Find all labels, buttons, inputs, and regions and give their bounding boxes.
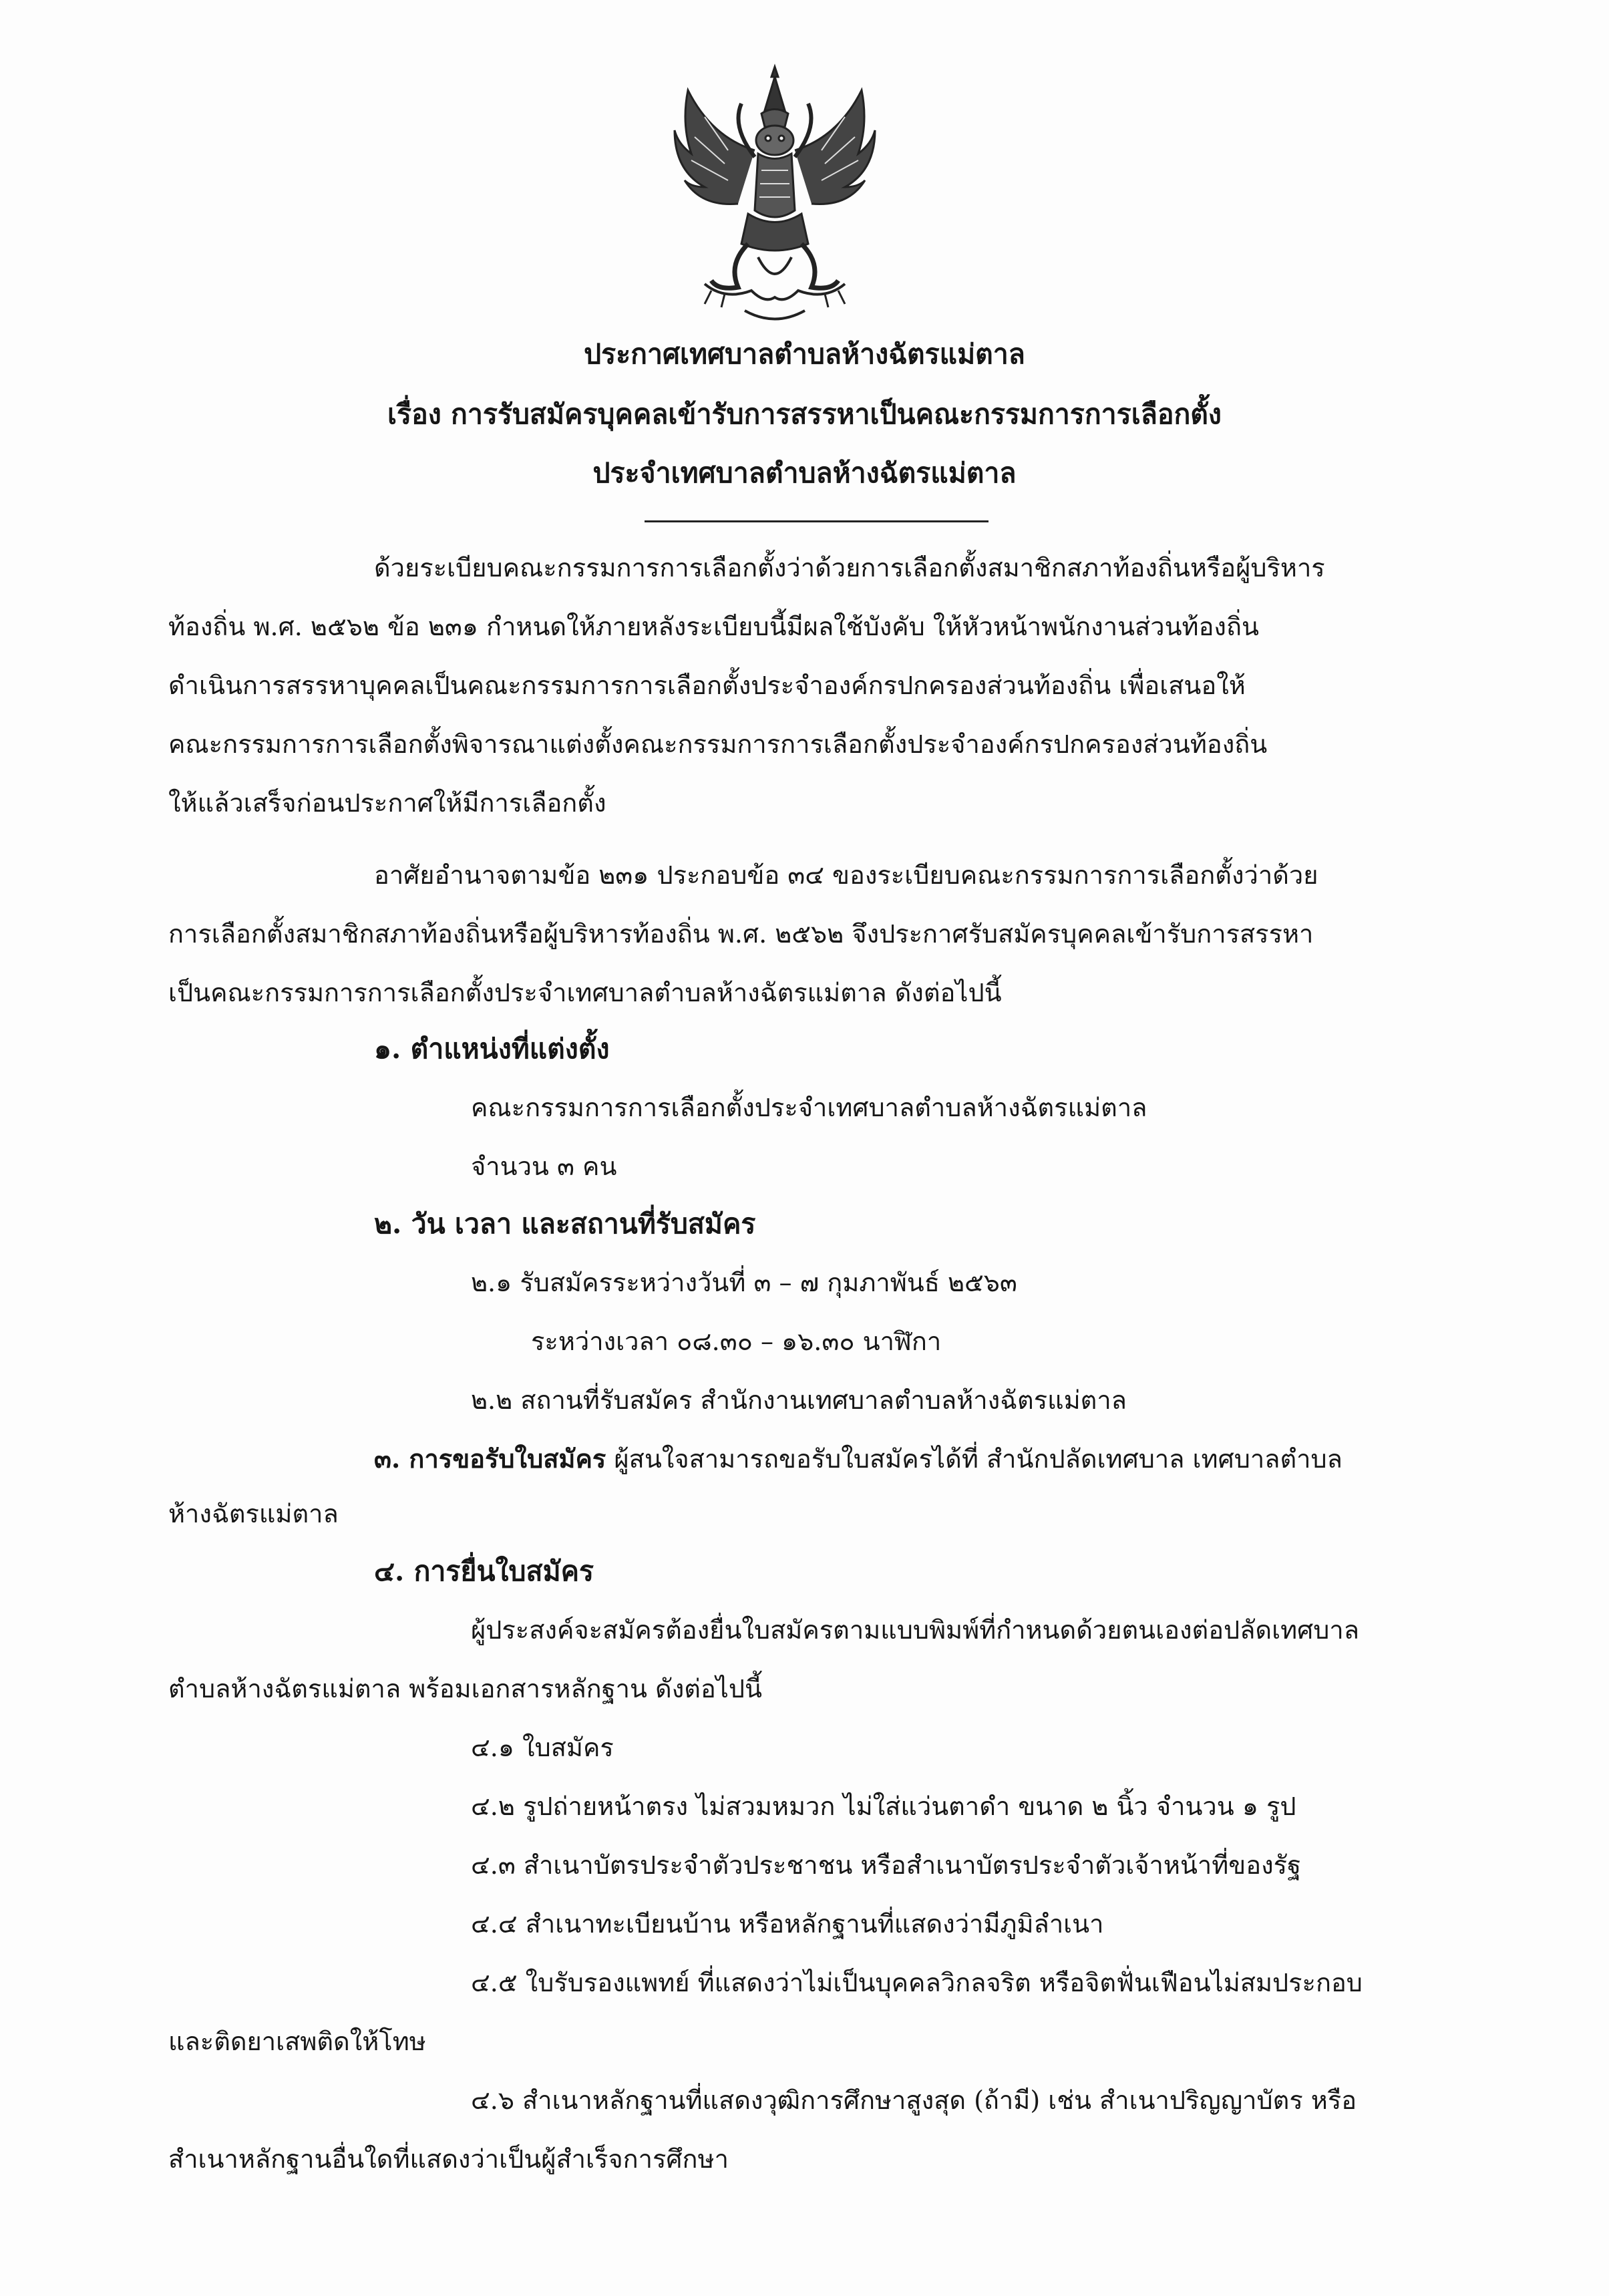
section-4-6-cont: สำเนาหลักฐานอื่นใดที่แสดงว่าเป็นผู้สำเร็จการศึกษา <box>168 2144 729 2174</box>
preamble-p1-line1: ด้วยระเบียบคณะกรรมการการเลือกตั้งว่าด้วยการเลือกตั้งสมาชิกสภาท้องถิ่นหรือผู้บริหาร <box>374 553 1325 583</box>
section-2-heading: ๒. วัน เวลา และสถานที่รับสมัคร <box>374 1208 756 1240</box>
section-4-6: ๔.๖ สำเนาหลักฐานที่แสดงวุฒิการศึกษาสูงสุด (ถ้ามี) เช่น สำเนาปริญญาบัตร หรือ <box>471 2086 1357 2115</box>
preamble-p1-line4: คณะกรรมการการเลือกตั้งพิจารณาแต่งตั้งคณะกรรมการการเลือกตั้งประจำองค์กรปกครองส่วนท้องถิ่น <box>168 729 1268 759</box>
section-2-2-place: ๒.๒ สถานที่รับสมัคร สำนักงานเทศบาลตำบลห้างฉัตรแม่ตาล <box>471 1385 1127 1415</box>
announcement-subject: เรื่อง การรับสมัครบุคคลเข้ารับการสรรหาเป็นคณะกรรมการการเลือกตั้ง <box>387 398 1222 430</box>
section-1-heading: ๑. ตำแหน่งที่แต่งตั้ง <box>374 1033 610 1065</box>
preamble-p1-line5: ให้แล้วเสร็จก่อนประกาศให้มีการเลือกตั้ง <box>168 788 606 818</box>
section-4-heading: ๔. การยื่นใบสมัคร <box>374 1555 594 1587</box>
title-divider <box>645 520 989 522</box>
section-4-5-cont: และติดยาเสพติดให้โทษ <box>168 2027 426 2056</box>
preamble-p1-line2: ท้องถิ่น พ.ศ. ๒๕๖๒ ข้อ ๒๓๑ กำหนดให้ภายหลังระเบียบนี้มีผลใช้บังคับ ให้หัวหน้าพนักงานส่วนท้องถิ่น <box>168 612 1259 641</box>
section-4-text: ผู้ประสงค์จะสมัครต้องยื่นใบสมัครตามแบบพิมพ์ที่กำหนดด้วยตนเองต่อปลัดเทศบาล <box>471 1615 1359 1645</box>
section-4-4: ๔.๔ สำเนาทะเบียนบ้าน หรือหลักฐานที่แสดงว่ามีภูมิลำเนา <box>471 1909 1104 1939</box>
section-3-line <box>374 1442 1343 1476</box>
section-3-cont: ห้างฉัตรแม่ตาล <box>168 1499 339 1528</box>
preamble-p2-line3: เป็นคณะกรรมการการเลือกตั้งประจำเทศบาลตำบลห้างฉัตรแม่ตาล ดังต่อไปนี้ <box>168 978 1002 1007</box>
section-3-heading: ๓. การขอรับใบสมัคร <box>374 1444 606 1474</box>
section-4-3: ๔.๓ สำเนาบัตรประจำตัวประชาชน หรือสำเนาบัตรประจำตัวเจ้าหน้าที่ของรัฐ <box>471 1850 1302 1880</box>
preamble-p1-line3: ดำเนินการสรรหาบุคคลเป็นคณะกรรมการการเลือกตั้งประจำองค์กรปกครองส่วนท้องถิ่น เพื่อเสนอให้ <box>168 671 1246 700</box>
section-2-1-dates: ๒.๑ รับสมัครระหว่างวันที่ ๓ – ๗ กุมภาพันธ์ ๒๕๖๓ <box>471 1268 1017 1297</box>
garuda-emblem-icon <box>665 63 885 327</box>
section-2-1-time: ระหว่างเวลา ๐๘.๓๐ – ๑๖.๓๐ นาฬิกา <box>531 1327 942 1356</box>
section-1-position: คณะกรรมการการเลือกตั้งประจำเทศบาลตำบลห้างฉัตรแม่ตาล <box>471 1093 1147 1122</box>
section-4-5: ๔.๕ ใบรับรองแพทย์ ที่แสดงว่าไม่เป็นบุคคลวิกลจริต หรือจิตฟั่นเฟือนไม่สมประกอบ <box>471 1968 1363 1997</box>
section-1-count: จำนวน ๓ คน <box>471 1152 617 1181</box>
preamble-p2-line1: อาศัยอำนาจตามข้อ ๒๓๑ ประกอบข้อ ๓๔ ของระเบียบคณะกรรมการการเลือกตั้งว่าด้วย <box>374 860 1318 890</box>
announcement-title: ประกาศเทศบาลตำบลห้างฉัตรแม่ตาล <box>584 338 1025 370</box>
section-4-1: ๔.๑ ใบสมัคร <box>471 1733 614 1762</box>
preamble-p2-line2: การเลือกตั้งสมาชิกสภาท้องถิ่นหรือผู้บริหารท้องถิ่น พ.ศ. ๒๕๖๒ จึงประกาศรับสมัครบุคคลเข้ารับการสรรหา <box>168 919 1314 949</box>
announcement-subject-line2: ประจำเทศบาลตำบลห้างฉัตรแม่ตาล <box>592 457 1017 489</box>
section-3-text: ผู้สนใจสามารถขอรับใบสมัครได้ที่ สำนักปลัดเทศบาล เทศบาลตำบล <box>614 1444 1343 1474</box>
section-4-2: ๔.๒ รูปถ่ายหน้าตรง ไม่สวมหมวก ไม่ใส่แว่นตาดำ ขนาด ๒ นิ้ว จำนวน ๑ รูป <box>471 1792 1296 1821</box>
section-4-cont: ตำบลห้างฉัตรแม่ตาล พร้อมเอกสารหลักฐาน ดังต่อไปนี้ <box>168 1674 762 1703</box>
